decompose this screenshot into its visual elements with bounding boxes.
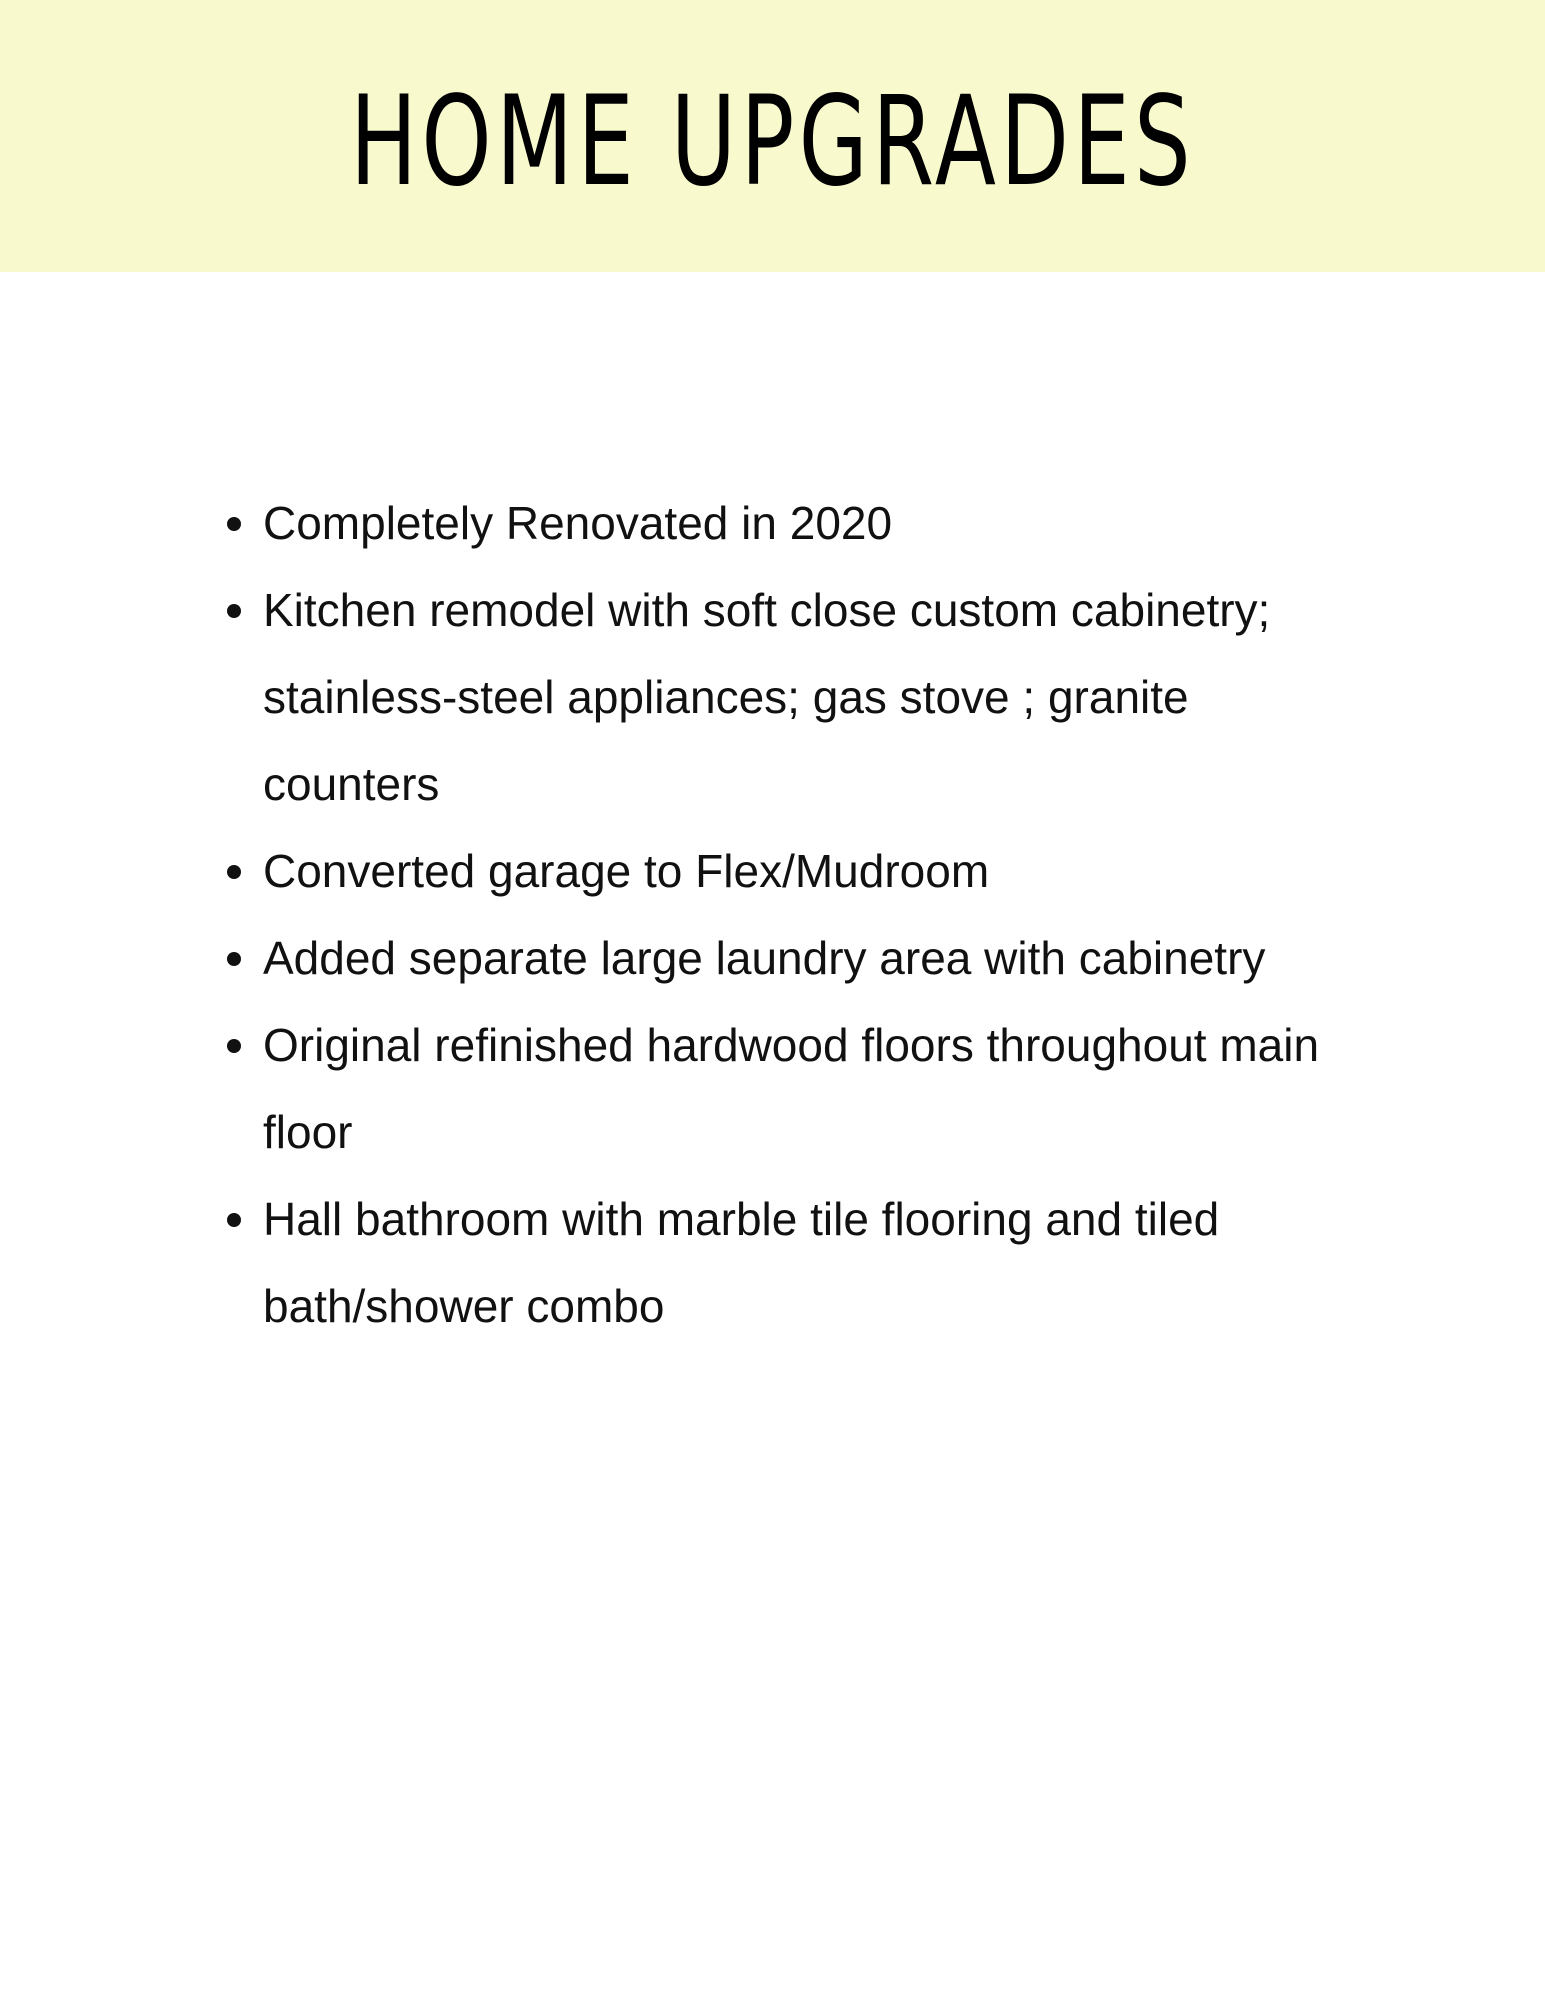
upgrades-list — [263, 480, 1373, 1350]
list-item-text: Kitchen remodel with soft close custom cabinetry; stainless-steel appliances; gas stove ; granite counters — [263, 584, 1271, 810]
bullet-icon — [227, 1213, 241, 1227]
header-band — [0, 0, 1545, 272]
list-item-text: Converted garage to Flex/Mudroom — [263, 845, 990, 897]
list-item-text: Completely Renovated in 2020 — [263, 497, 893, 549]
list-item-text: Added separate large laundry area with cabinetry — [263, 932, 1266, 984]
list-item — [263, 828, 1373, 915]
page-title: HOME UPGRADES — [349, 70, 1196, 214]
bullet-icon — [227, 865, 241, 879]
bullet-icon — [227, 1039, 241, 1053]
bullet-icon — [227, 952, 241, 966]
list-item — [263, 1002, 1373, 1176]
list-item-text: Hall bathroom with marble tile flooring and tiled bath/shower combo — [263, 1193, 1220, 1332]
list-item — [263, 915, 1373, 1002]
list-item — [263, 567, 1373, 828]
bullet-icon — [227, 604, 241, 618]
list-item — [263, 1176, 1373, 1350]
list-item-text: Original refinished hardwood floors throughout main floor — [263, 1019, 1320, 1158]
bullet-icon — [227, 517, 241, 531]
list-item — [263, 480, 1373, 567]
